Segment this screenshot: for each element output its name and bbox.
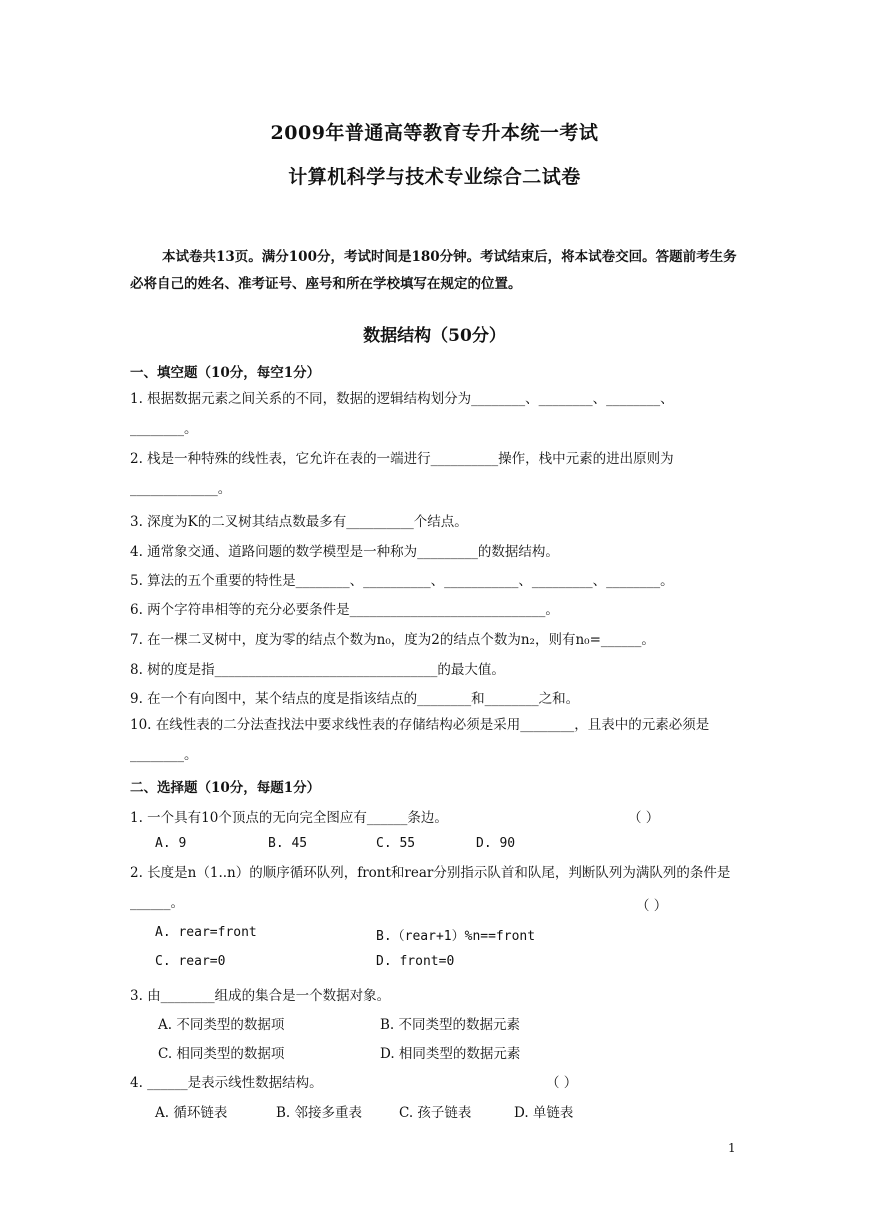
option-1d: D. 90 [476, 836, 516, 851]
exam-title: 2009年普通高等教育专升本统一考试 [270, 122, 599, 144]
option-1a: A. 9 [155, 836, 187, 851]
option-4c: C. 孩子链表 [399, 1105, 472, 1121]
option-3b: B. 不同类型的数据元素 [380, 1017, 521, 1033]
fill-question-2: 2. 栈是一种特殊的线性表，它允许在表的一端进行__________操作，栈中元素的进出原则为_____________。 [130, 451, 674, 497]
choice-question-3: 3. 由________组成的集合是一个数据对象。 [130, 988, 391, 1004]
option-1c: C. 55 [376, 836, 416, 851]
fill-question-3: 3. 深度为K的二叉树其结点数最多有__________个结点。 [130, 514, 468, 530]
answer-paren-4: （ ） [546, 1075, 578, 1091]
option-3a: A. 不同类型的数据项 [158, 1017, 285, 1033]
fill-question-1: 1. 根据数据元素之间关系的不同，数据的逻辑结构划分为________、________、________、________。 [130, 391, 674, 437]
option-2a: A. rear=front [155, 925, 257, 940]
option-2c: C. rear=0 [155, 954, 226, 969]
option-3c: C. 相同类型的数据项 [158, 1046, 285, 1062]
fill-question-5: 5. 算法的五个重要的特性是________、__________、___________、_________、________。 [130, 573, 674, 589]
exam-instructions: 本试卷共13页。满分100分，考试时间是180分钟。考试结束后，将本试卷交回。答题前考生务必将自己的姓名、准考证号、座号和所在学校填写在规定的位置。 [130, 249, 737, 292]
option-4b: B. 邻接多重表 [276, 1105, 363, 1121]
fill-question-10: 10. 在线性表的二分法查找法中要求线性表的存储结构必须是采用________，且表中的元素必须是________。 [130, 717, 710, 763]
answer-paren-2: （ ） [636, 898, 668, 914]
option-2b: B.（rear+1）%n==front [376, 929, 536, 944]
section-title: 数据结构（50分） [363, 326, 506, 346]
choice-question-4: 4. ______是表示线性数据结构。 [130, 1075, 323, 1091]
part1-heading: 一、填空题（10分，每空1分） [130, 365, 321, 381]
option-2d: D. front=0 [376, 954, 455, 969]
page-number: 1 [728, 1141, 736, 1155]
option-1b: B. 45 [268, 836, 308, 851]
fill-question-9: 9. 在一个有向图中，某个结点的度是指该结点的________和________之和。 [130, 691, 580, 707]
exam-subtitle: 计算机科学与技术专业综合二试卷 [288, 166, 581, 188]
choice-question-2: 2. 长度是n（1..n）的顺序循环队列，front和rear分别指示队首和队尾，判断队列为满队列的条件是______。 [130, 865, 731, 911]
fill-question-6: 6. 两个字符串相等的充分必要条件是_____________________________。 [130, 602, 559, 618]
part2-heading: 二、选择题（10分，每题1分） [130, 780, 321, 796]
fill-question-7: 7. 在一棵二叉树中，度为零的结点个数为n₀，度为2的结点个数为n₂，则有n₀=______。 [130, 632, 655, 648]
option-4d: D. 单链表 [514, 1105, 574, 1121]
fill-question-8: 8. 树的度是指_________________________________的最大值。 [130, 662, 505, 678]
fill-question-4: 4. 通常象交通、道路问题的数学模型是一种称为_________的数据结构。 [130, 544, 559, 560]
choice-question-1: 1. 一个具有10个顶点的无向完全图应有______条边。 [130, 810, 448, 826]
answer-paren-1: （ ） [628, 810, 660, 826]
option-4a: A. 循环链表 [155, 1105, 228, 1121]
option-3d: D. 相同类型的数据元素 [380, 1046, 521, 1062]
